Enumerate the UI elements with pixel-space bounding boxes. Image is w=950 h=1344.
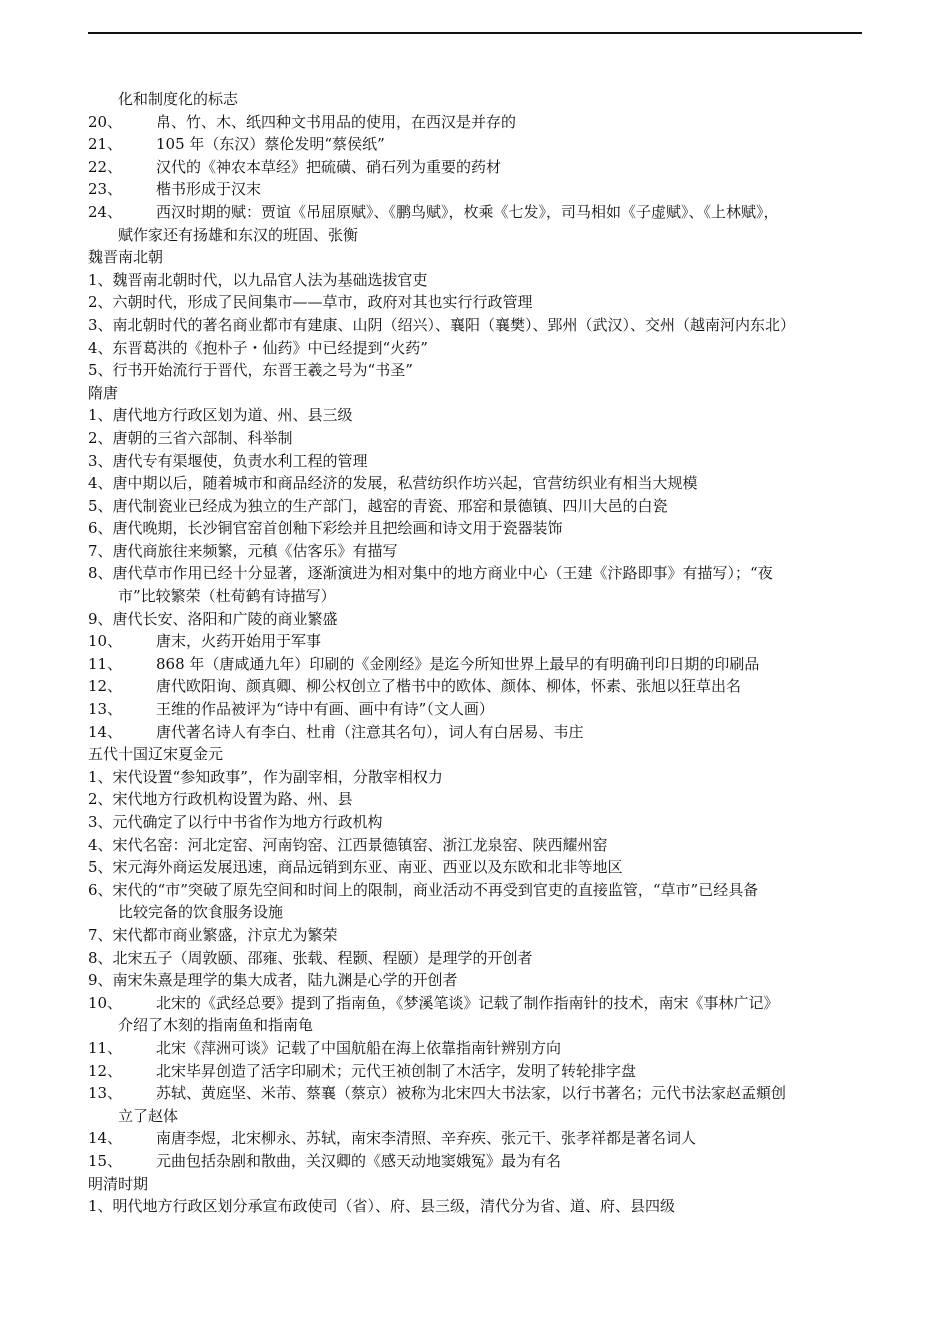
list-item xyxy=(88,337,862,360)
item-text: 北宋《萍洲可谈》记载了中国航船在海上依靠指南针辨别方向 xyxy=(156,1038,562,1057)
item-number: 2、 xyxy=(88,428,113,447)
item-number: 4、 xyxy=(88,474,113,493)
item-text: 东晋葛洪的《抱朴子・仙药》中已经提到“火药” xyxy=(112,338,428,357)
section-title: 隋唐 xyxy=(88,383,119,402)
han-list xyxy=(88,111,862,247)
item-text: 唐末，火药开始用于军事 xyxy=(156,632,322,651)
item-text: 868 年（唐咸通九年）印刷的《金刚经》是迄今所知世界上最早的有明确刊印日期的印刷品 xyxy=(156,654,760,673)
item-number: 1、 xyxy=(88,270,113,289)
list-item xyxy=(88,721,862,744)
item-text: 南宋朱熹是理学的集大成者，陆九渊是心学的开创者 xyxy=(112,971,458,990)
list-item xyxy=(88,788,862,811)
item-text: 唐代商旅往来频繁，元稹《估客乐》有描写 xyxy=(112,541,398,560)
item-text: 宋元海外商运发展迅速，商品远销到东亚、南亚、西亚以及东欧和北非等地区 xyxy=(112,858,623,877)
header-rule xyxy=(88,32,862,34)
item-number: 12、 xyxy=(88,677,123,696)
item-text-continued: 赋作家还有扬雄和东汉的班固、张衡 xyxy=(118,225,359,244)
list-item xyxy=(88,969,862,992)
item-text: 唐朝的三省六部制、科举制 xyxy=(112,428,293,447)
list-item xyxy=(88,359,862,382)
item-number: 9、 xyxy=(88,609,113,628)
item-number: 4、 xyxy=(88,338,113,357)
item-text: 唐代长安、洛阳和广陵的商业繁盛 xyxy=(112,609,338,628)
item-number: 2、 xyxy=(88,790,113,809)
item-number: 10、 xyxy=(88,632,123,651)
list-item xyxy=(88,992,862,1037)
list-item xyxy=(88,495,862,518)
item-number: 6、 xyxy=(88,519,113,538)
item-text: 汉代的《神农本草经》把硫磺、硝石列为重要的药材 xyxy=(156,157,502,176)
item-text: 苏轼、黄庭坚、米芾、蔡襄（蔡京）被称为北宋四大书法家，以行书著名；元代书法家赵孟頫创 xyxy=(156,1084,787,1103)
list-item xyxy=(88,698,862,721)
item-number: 5、 xyxy=(88,858,113,877)
list-item xyxy=(88,517,862,540)
list-item xyxy=(88,156,862,179)
item-text: 王维的作品被评为“诗中有画、画中有诗”（文人画） xyxy=(156,700,494,719)
item-text: 北宋五子（周敦颐、邵雍、张载、程颢、程颐）是理学的开创者 xyxy=(112,948,533,967)
item-number: 7、 xyxy=(88,541,113,560)
section xyxy=(88,382,862,744)
list-item xyxy=(88,404,862,427)
item-number: 12、 xyxy=(88,1061,123,1080)
item-text: 明代地方行政区划分承宣布政使司（省）、府、县三级，清代分为省、道、府、县四级 xyxy=(112,1197,676,1216)
item-number: 13、 xyxy=(88,1084,123,1103)
item-text: 唐代地方行政区划为道、州、县三级 xyxy=(112,406,353,425)
list-item xyxy=(88,1150,862,1173)
item-text: 唐代专有渠堰使，负责水利工程的管理 xyxy=(112,451,368,470)
item-text: 唐代制瓷业已经成为独立的生产部门，越窑的青瓷、邢窑和景德镇、四川大邑的白瓷 xyxy=(112,496,668,515)
list-item xyxy=(88,540,862,563)
item-text: 南北朝时代的著名商业都市有建康、山阴（绍兴）、襄阳（襄樊）、郢州（武汉）、交州（越南河内东北） xyxy=(112,315,796,334)
item-number: 11、 xyxy=(88,1038,123,1057)
item-text: 元代确定了以行中书省作为地方行政机构 xyxy=(112,813,383,831)
intro-line: 化和制度化的标志 xyxy=(118,90,239,108)
item-text-continued: 比较完备的饮食服务设施 xyxy=(118,903,284,922)
list-item xyxy=(88,1082,862,1127)
item-number: 22、 xyxy=(88,157,123,176)
item-number: 3、 xyxy=(88,451,113,470)
item-text: 105 年（东汉）蔡伦发明“蔡侯纸” xyxy=(156,135,385,154)
item-number: 1、 xyxy=(88,406,113,425)
list-item xyxy=(88,201,862,246)
list-item xyxy=(88,1060,862,1083)
item-number: 3、 xyxy=(88,315,113,334)
section xyxy=(88,743,862,1172)
list-item xyxy=(88,766,862,789)
list-item xyxy=(88,653,862,676)
list-item xyxy=(88,291,862,314)
list-item xyxy=(88,111,862,134)
item-text: 唐中期以后，随着城市和商品经济的发展，私营纺织作坊兴起，官营纺织业有相当大规模 xyxy=(112,474,698,493)
item-text: 北宋的《武经总要》提到了指南鱼，《梦溪笔谈》记载了制作指南针的技术，南宋《事林广记》 xyxy=(156,993,779,1012)
item-text: 唐代著名诗人有李白、杜甫（注意其名句），词人有白居易、韦庄 xyxy=(156,722,584,741)
item-text: 南唐李煜，北宋柳永、苏轼，南宋李清照、辛弃疾、张元干、张孝祥都是著名词人 xyxy=(156,1129,697,1148)
item-number: 1、 xyxy=(88,1197,113,1216)
list-item xyxy=(88,427,862,450)
item-number: 5、 xyxy=(88,361,113,380)
list-item xyxy=(88,1037,862,1060)
item-number: 1、 xyxy=(88,767,113,786)
item-text: 宋代地方行政机构设置为路、州、县 xyxy=(112,790,353,809)
list-item xyxy=(88,314,862,337)
item-number: 20、 xyxy=(88,112,123,131)
item-number: 8、 xyxy=(88,564,113,583)
item-text-continued: 介绍了木刻的指南鱼和指南龟 xyxy=(118,1016,314,1035)
item-number: 5、 xyxy=(88,496,113,515)
item-number: 23、 xyxy=(88,180,123,199)
item-number: 6、 xyxy=(88,880,113,899)
item-text: 唐代晚期，长沙铜官窑首创釉下彩绘并且把绘画和诗文用于瓷器装饰 xyxy=(112,519,563,538)
list-item xyxy=(88,178,862,201)
item-text: 宋代名窑：河北定窑、河南钧窑、江西景德镇窑、浙江龙泉窑、陕西耀州窑 xyxy=(112,835,608,854)
list-item xyxy=(88,269,862,292)
item-text: 行书开始流行于晋代，东晋王羲之号为“书圣” xyxy=(112,361,413,380)
item-number: 8、 xyxy=(88,948,113,967)
list-item xyxy=(88,675,862,698)
document-body xyxy=(88,88,862,1218)
item-number: 3、 xyxy=(88,813,113,831)
item-text: 宋代都市商业繁盛，汴京尤为繁荣 xyxy=(112,925,338,944)
item-text: 北宋毕昇创造了活字印刷术；元代王祯创制了木活字，发明了转轮排字盘 xyxy=(156,1061,637,1080)
list-item xyxy=(88,450,862,473)
item-text: 宋代设置“参知政事”，作为副宰相，分散宰相权力 xyxy=(112,767,443,786)
item-number: 4、 xyxy=(88,835,113,854)
list-item xyxy=(88,834,862,857)
list-item xyxy=(88,947,862,970)
section-title: 明清时期 xyxy=(88,1174,149,1193)
item-number: 14、 xyxy=(88,1129,123,1148)
item-text-continued: 市”比较繁荣（杜荀鹤有诗描写） xyxy=(118,587,336,606)
item-text: 魏晋南北朝时代，以九品官人法为基础选拔官吏 xyxy=(112,270,428,289)
item-number: 11、 xyxy=(88,654,123,673)
item-number: 13、 xyxy=(88,700,123,719)
section-title: 魏晋南北朝 xyxy=(88,248,164,267)
sections xyxy=(88,246,862,1218)
item-number: 7、 xyxy=(88,925,113,944)
item-number: 9、 xyxy=(88,971,113,990)
item-text: 唐代草市作用已经十分显著，逐渐演进为相对集中的地方商业中心（王建《汴路即事》有描写）；“夜 xyxy=(112,564,773,583)
list-item xyxy=(88,924,862,947)
section xyxy=(88,246,862,382)
list-item xyxy=(88,630,862,653)
list-item xyxy=(88,608,862,631)
list-item xyxy=(88,811,862,834)
list-item xyxy=(88,133,862,156)
item-text: 宋代的“市”突破了原先空间和时间上的限制，商业活动不再受到官吏的直接监管，“草市”已经具备 xyxy=(112,880,759,899)
item-number: 10、 xyxy=(88,993,123,1012)
list-item xyxy=(88,1127,862,1150)
item-number: 21、 xyxy=(88,135,123,154)
item-text: 帛、竹、木、纸四种文书用品的使用，在西汉是并存的 xyxy=(156,112,517,131)
item-text: 楷书形成于汉末 xyxy=(156,180,262,199)
item-text-continued: 立了赵体 xyxy=(118,1106,179,1125)
item-text: 西汉时期的赋：贾谊《吊屈原赋》、《鹏鸟赋》，枚乘《七发》，司马相如《子虚赋》、《上林赋》， xyxy=(156,202,779,221)
list-item xyxy=(88,879,862,924)
section xyxy=(88,1173,862,1218)
item-number: 15、 xyxy=(88,1151,123,1170)
item-number: 24、 xyxy=(88,202,123,221)
section-title: 五代十国辽宋夏金元 xyxy=(88,745,224,764)
item-text: 唐代欧阳询、颜真卿、柳公权创立了楷书中的欧体、颜体、柳体，怀素、张旭以狂草出名 xyxy=(156,677,742,696)
item-text: 六朝时代，形成了民间集市——草市，政府对其也实行行政管理 xyxy=(112,293,533,312)
list-item xyxy=(88,472,862,495)
item-number: 2、 xyxy=(88,293,113,312)
item-number: 14、 xyxy=(88,722,123,741)
list-item xyxy=(88,1195,862,1218)
item-text: 元曲包括杂剧和散曲，关汉卿的《感天动地窦娥冤》最为有名 xyxy=(156,1151,562,1170)
list-item xyxy=(88,562,862,607)
list-item xyxy=(88,856,862,879)
